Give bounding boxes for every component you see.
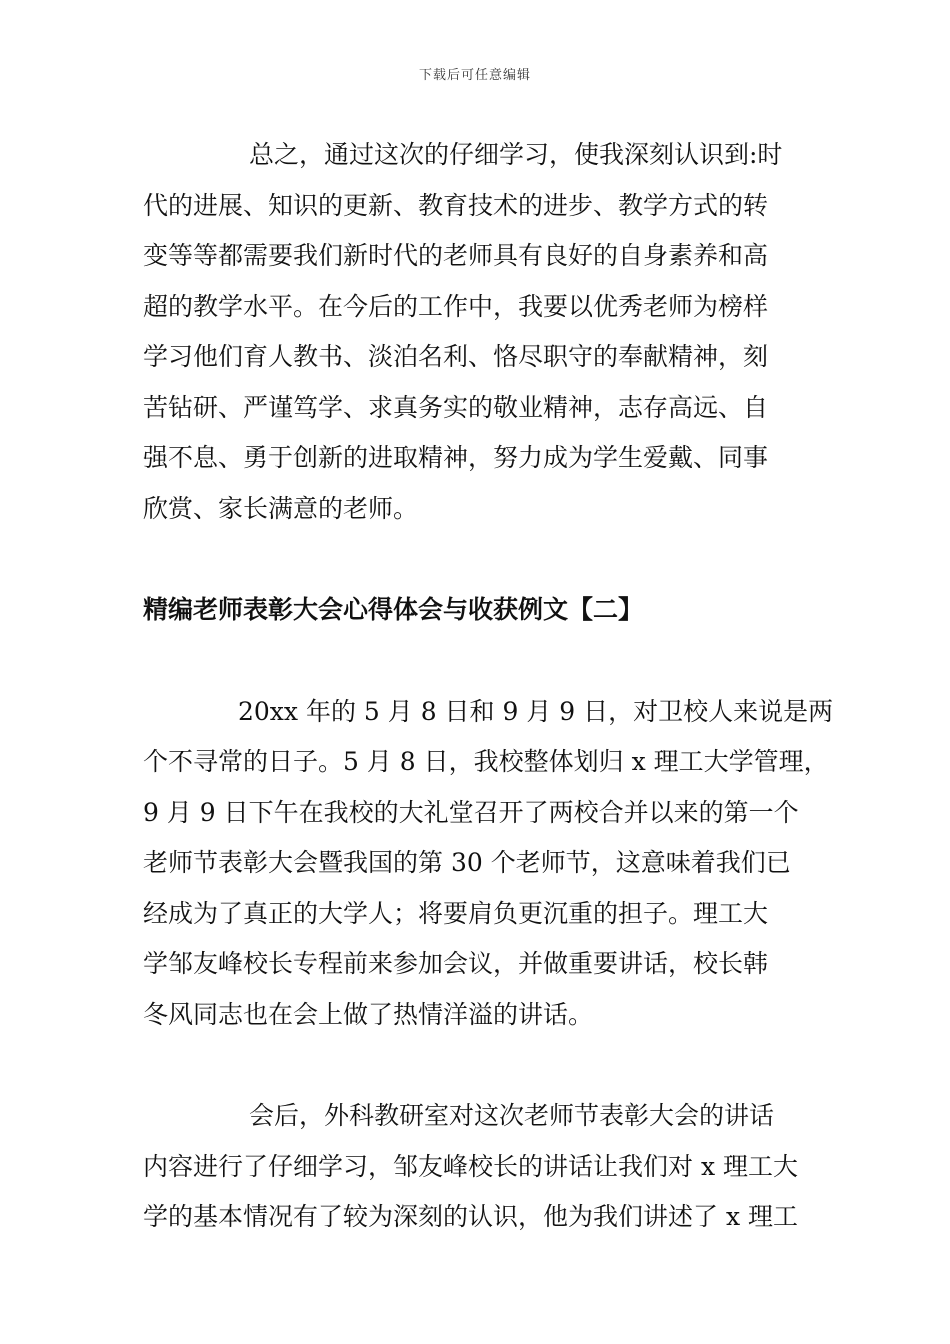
paragraph-study (143, 1091, 815, 1243)
text-line: 超的教学水平。在今后的工作中，我要以优秀老师为榜样 (143, 291, 769, 321)
text-line: 总之，通过这次的仔细学习，使我深刻认识到:时 (249, 140, 783, 169)
text-line: 20xx 年的 5 月 8 日和 9 月 9 日，对卫校人来说是两 (238, 696, 834, 726)
text-line: 冬风同志也在会上做了热情洋溢的讲话。 (143, 999, 594, 1029)
text-line: 强不息、勇于创新的进取精神，努力成为学生爱戴、同事 (143, 443, 769, 472)
paragraph-conclusion (143, 130, 815, 534)
text-line: 学习他们育人教书、淡泊名利、恪尽职守的奉献精神，刻 (143, 342, 769, 371)
text-line: 苦钻研、严谨笃学、求真务实的敬业精神，志存高远、自 (143, 392, 769, 422)
text-line: 老师节表彰大会暨我国的第 30 个老师节，这意味着我们已 (143, 848, 791, 877)
text-line: 欣赏、家长满意的老师。 (143, 493, 419, 523)
text-line: 会后，外科教研室对这次老师节表彰大会的讲话 (249, 1101, 775, 1130)
section-heading: 精编老师表彰大会心得体会与收获例文【二】 (143, 595, 644, 624)
text-line: 代的进展、知识的更新、教育技术的进步、教学方式的转 (143, 190, 769, 220)
text-line: 变等等都需要我们新时代的老师具有良好的自身素养和高 (143, 241, 769, 270)
text-line: 学的基本情况有了较为深刻的认识，他为我们讲述了 x 理工 (143, 1202, 798, 1231)
paragraph-spacer (143, 1040, 815, 1091)
paragraph-event (143, 687, 834, 1041)
page-header-note: 下载后可任意编辑 (418, 68, 531, 83)
text-line: 个不寻常的日子。5 月 8 日，我校整体划归 x 理工大学管理， (143, 747, 829, 776)
text-line: 内容进行了仔细学习，邹友峰校长的讲话让我们对 x 理工大 (143, 1151, 798, 1181)
paragraph-spacer (143, 636, 815, 687)
document-body (143, 130, 834, 1243)
text-line: 学邹友峰校长专程前来参加会议，并做重要讲话，校长韩 (143, 949, 769, 978)
text-line: 经成为了真正的大学人；将要肩负更沉重的担子。理工大 (143, 898, 769, 928)
paragraph-spacer (143, 534, 815, 585)
text-line: 9 月 9 日下午在我校的大礼堂召开了两校合并以来的第一个 (143, 797, 799, 827)
